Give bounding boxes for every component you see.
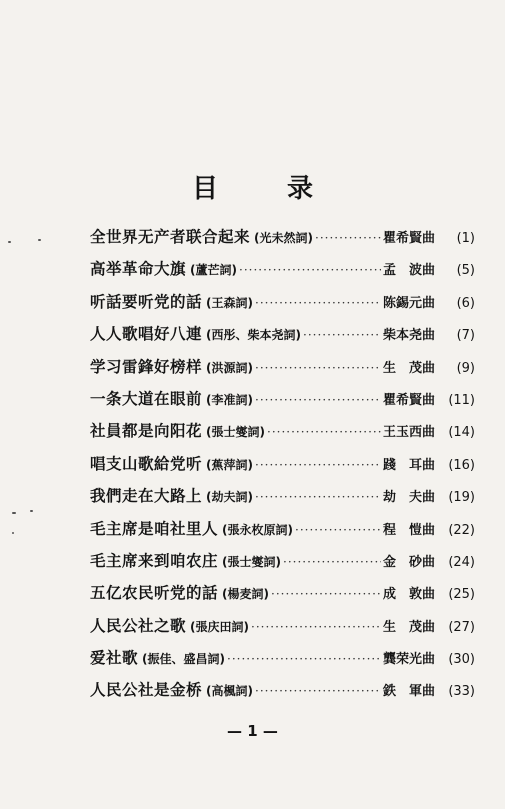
song-title: 高举革命大旗	[90, 260, 187, 279]
song-title: 人民公社之歌	[90, 616, 187, 635]
dot-leader	[251, 620, 381, 634]
song-title: 学习雷鋒好榜样	[90, 357, 203, 376]
dot-leader	[255, 684, 381, 698]
composer-credit: 程 愷曲	[382, 522, 435, 538]
toc-entry	[90, 322, 475, 354]
toc-entry	[90, 549, 475, 581]
dot-leader	[255, 361, 381, 375]
lyricist-credit: (楊麦詞)	[222, 587, 269, 602]
lyricist-credit: (光未然詞)	[254, 231, 313, 245]
composer-credit: 陈錫元曲	[382, 295, 435, 311]
toc-entry	[90, 646, 475, 678]
song-title: 唱支山歌給党听	[90, 454, 203, 473]
toc-entry	[90, 355, 475, 387]
page-reference: (7)	[456, 328, 475, 344]
composer-credit: 龔荣光曲	[382, 652, 435, 668]
dot-leader	[315, 231, 381, 245]
toc-entry	[90, 678, 475, 710]
scan-speck	[12, 512, 16, 514]
page-reference: (14)	[448, 425, 475, 441]
page-reference: (22)	[448, 522, 475, 538]
song-title: 人人歌唱好八連	[90, 325, 203, 344]
dot-leader	[255, 490, 381, 504]
composer-credit: 王玉西曲	[382, 425, 435, 441]
composer-credit: 金 砂曲	[382, 554, 435, 570]
song-title: 一条大道在眼前	[90, 389, 203, 408]
composer-credit: 踐 耳曲	[382, 457, 435, 473]
page-reference: (30)	[448, 652, 475, 668]
composer-credit: 瞿希賢曲	[382, 231, 435, 246]
song-title: 社員都是向阳花	[90, 422, 203, 441]
page-number: — 1 —	[227, 722, 278, 740]
dot-leader	[255, 296, 381, 310]
composer-credit: 瞿希賢曲	[382, 392, 435, 408]
dot-leader	[255, 458, 381, 472]
lyricist-credit: (張永枚原詞)	[222, 522, 293, 537]
page-reference: (9)	[456, 360, 475, 376]
dot-leader	[283, 555, 381, 569]
composer-credit: 孟 波曲	[382, 263, 435, 279]
song-title: 全世界无产者联合起来	[90, 228, 251, 246]
song-title: 听話要听党的話	[90, 292, 203, 311]
song-title: 爱社歌	[90, 649, 139, 668]
lyricist-credit: (張士燮詞)	[206, 425, 265, 440]
song-title: 我們走在大路上	[90, 487, 203, 506]
scan-speck	[12, 532, 14, 534]
page-reference: (1)	[456, 231, 475, 246]
page-reference: (33)	[448, 684, 475, 700]
toc-list	[90, 225, 475, 711]
page-reference: (11)	[448, 392, 475, 408]
lyricist-credit: (蕉萍詞)	[206, 457, 253, 472]
page-reference: (5)	[456, 263, 475, 279]
dot-leader	[271, 587, 381, 601]
song-title: 人民公社是金桥	[90, 681, 203, 700]
dot-leader	[295, 523, 381, 537]
composer-credit: 鉄 軍曲	[382, 684, 435, 700]
song-title: 毛主席来到咱农庄	[90, 551, 219, 570]
composer-credit: 生 茂曲	[382, 360, 435, 376]
composer-credit: 柴本尧曲	[382, 328, 435, 344]
dot-leader	[239, 263, 381, 277]
page-reference: (19)	[448, 490, 475, 506]
lyricist-credit: (李准詞)	[206, 392, 253, 407]
song-title: 五亿农民听党的話	[90, 584, 219, 603]
toc-entry	[90, 517, 475, 549]
toc-entry	[90, 290, 475, 322]
toc-entry	[90, 387, 475, 419]
lyricist-credit: (高楓詞)	[206, 684, 253, 699]
scan-speck	[8, 241, 11, 243]
lyricist-credit: (振佳、盛昌詞)	[142, 652, 225, 667]
composer-credit: 劫 夫曲	[382, 490, 435, 506]
page-reference: (27)	[448, 619, 475, 635]
lyricist-credit: (王森詞)	[206, 295, 253, 310]
scan-speck	[38, 239, 41, 241]
toc-entry	[90, 225, 475, 257]
toc-entry	[90, 257, 475, 289]
toc-entry	[90, 581, 475, 613]
lyricist-credit: (西彤、柴本尧詞)	[206, 328, 301, 343]
scan-speck	[30, 510, 33, 512]
dot-leader	[227, 652, 381, 666]
lyricist-credit: (張士燮詞)	[222, 554, 281, 569]
page-reference: (16)	[448, 457, 475, 473]
lyricist-credit: (劫夫詞)	[206, 490, 253, 505]
page-reference: (24)	[448, 554, 475, 570]
composer-credit: 生 茂曲	[382, 619, 435, 635]
page-reference: (25)	[448, 587, 475, 603]
dot-leader	[303, 328, 381, 342]
page-reference: (6)	[456, 295, 475, 311]
lyricist-credit: (蘆芒詞)	[190, 263, 237, 278]
dot-leader	[267, 425, 381, 439]
composer-credit: 成 敦曲	[382, 587, 435, 603]
lyricist-credit: (張庆田詞)	[190, 619, 249, 634]
toc-entry	[90, 419, 475, 451]
toc-entry	[90, 614, 475, 646]
lyricist-credit: (洪源詞)	[206, 360, 253, 375]
toc-entry	[90, 452, 475, 484]
toc-entry	[90, 484, 475, 516]
dot-leader	[255, 393, 381, 407]
song-title: 毛主席是咱社里人	[90, 519, 219, 538]
toc-heading: 目 录	[191, 174, 344, 204]
